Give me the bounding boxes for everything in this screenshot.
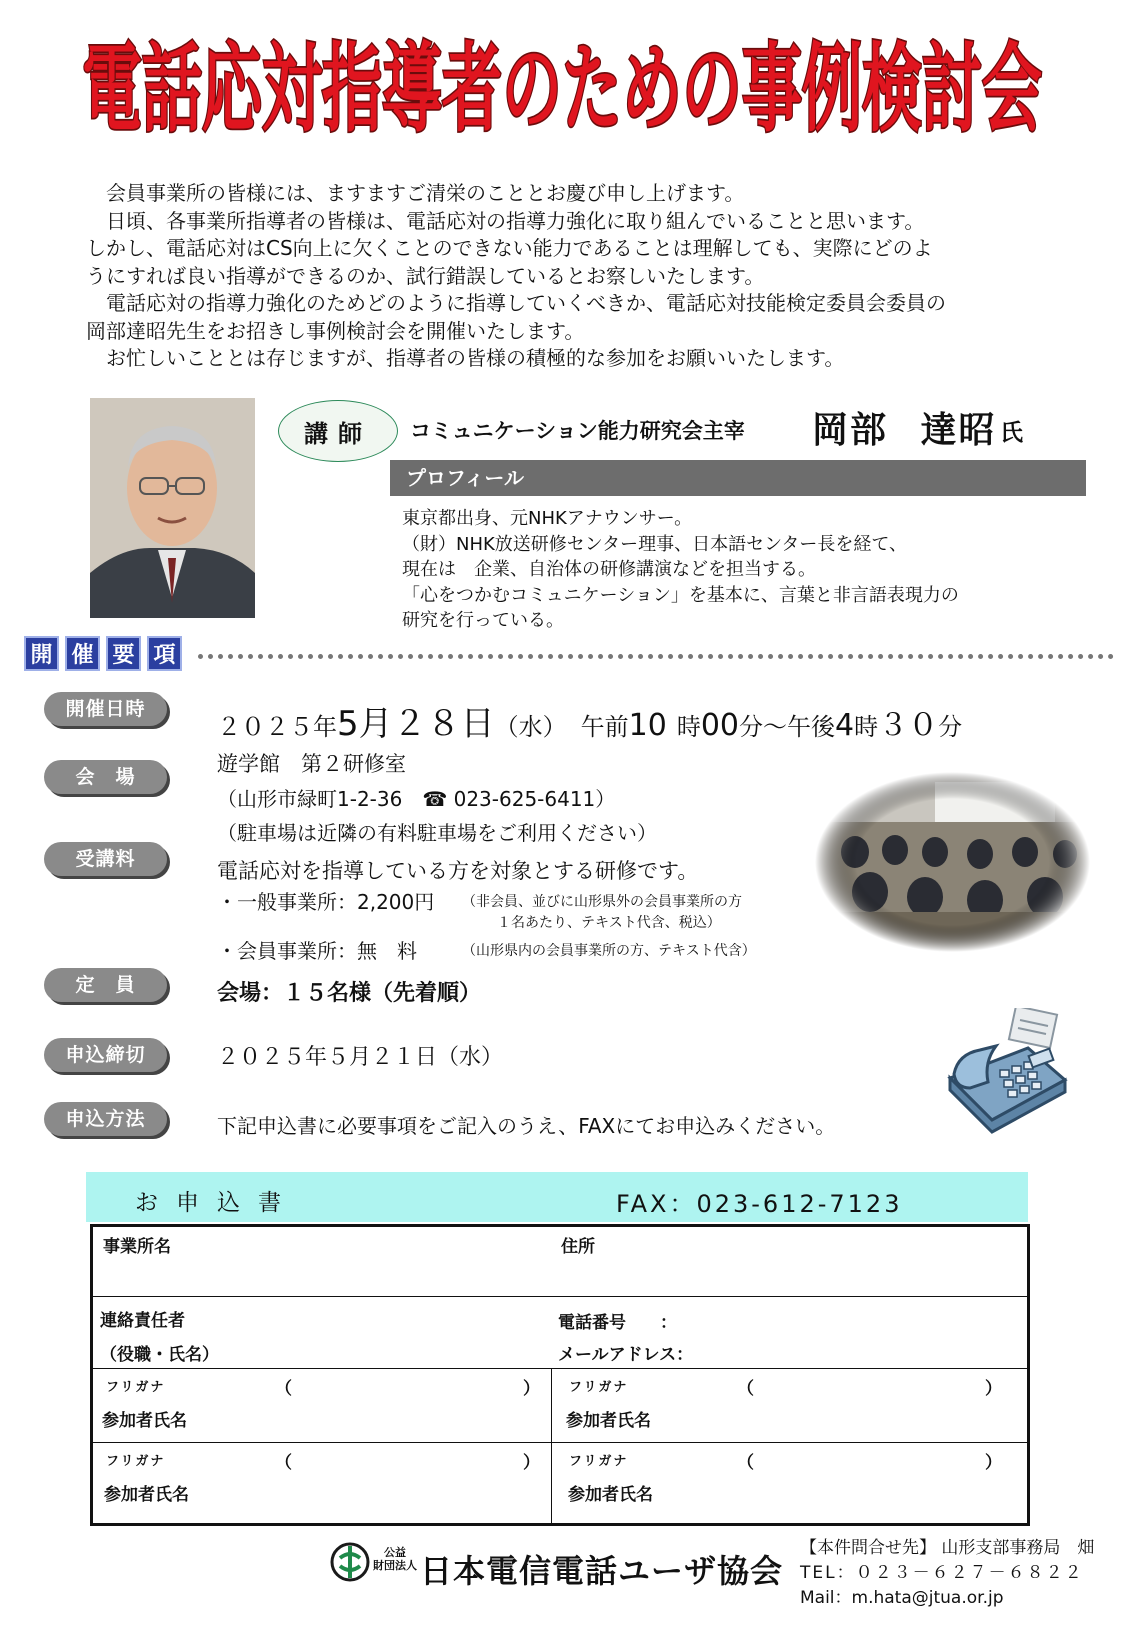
lecturer-name: 岡部 達昭 xyxy=(812,409,997,451)
intro-text xyxy=(86,180,1076,373)
contact-label: 【本件問合せ先】 山形支部事務局 畑 xyxy=(800,1538,1095,1558)
paren-open: （ xyxy=(275,1379,292,1399)
event-title xyxy=(70,22,1055,152)
classroom-photo xyxy=(815,772,1090,952)
paren-close: ） xyxy=(523,1379,540,1399)
fee-general-note: （非会員、並びに山形県外の会員事業所の方 xyxy=(462,894,742,910)
label-method: 申込方法 xyxy=(44,1102,167,1136)
form-divider xyxy=(90,1368,1030,1369)
capacity-value: 会場：１５名様（先着順） xyxy=(217,981,482,1006)
field-phone-label: 電話番号 ： xyxy=(558,1313,677,1333)
profile-line: 「心をつかむコミュニケーション」を基本に、言葉と非言語表現力の xyxy=(402,584,959,606)
form-fax-number: FAX：023-612-7123 xyxy=(616,1190,903,1218)
profile-line: 研究を行っている。 xyxy=(402,610,564,631)
jtua-logo-icon xyxy=(330,1540,370,1584)
intro-line: お忙しいこととは存じますが、指導者の皆様の積極的な参加をお願いいたします。 xyxy=(106,346,845,370)
fax-machine-icon xyxy=(940,1008,1070,1136)
paren-open: （ xyxy=(275,1453,292,1473)
furigana-label: フリガナ xyxy=(106,1380,166,1395)
form-divider xyxy=(551,1368,552,1526)
paren-open: （ xyxy=(737,1453,754,1473)
field-address-label: 住所 xyxy=(561,1237,595,1257)
paren-close: ） xyxy=(985,1453,1002,1473)
time-range-mid: 分～午後 xyxy=(739,713,836,741)
form-title: お申込書 xyxy=(135,1190,299,1216)
lecturer-honorific: 氏 xyxy=(1000,419,1023,446)
section-heading-char: 要 xyxy=(106,636,141,671)
participant-1-field[interactable] xyxy=(200,1400,540,1434)
participant-name-label: 参加者氏名 xyxy=(566,1411,651,1431)
label-date: 開催日時 xyxy=(44,692,167,726)
email-field[interactable] xyxy=(720,1336,1020,1364)
event-title-text: 電話応対指導者のための事例検討会 xyxy=(82,33,1042,145)
profile-text xyxy=(402,506,959,634)
section-heading xyxy=(24,636,188,671)
label-deadline: 申込締切 xyxy=(44,1038,167,1072)
participant-name-label: 参加者氏名 xyxy=(568,1485,653,1505)
time-am: 午前 xyxy=(580,713,629,741)
time-end-minute: ３０ xyxy=(878,708,939,743)
section-heading-char: 項 xyxy=(147,636,182,671)
org-prefix xyxy=(373,1546,417,1572)
field-email-label: メールアドレス： xyxy=(558,1345,694,1365)
contact-info xyxy=(800,1536,1094,1611)
time-start-minute: 00 xyxy=(700,708,740,743)
form-divider xyxy=(90,1442,1030,1443)
participant-3-field[interactable] xyxy=(200,1474,540,1508)
paren-close: ） xyxy=(985,1379,1002,1399)
time-hour-unit: 時 xyxy=(676,713,701,741)
contact-tel: TEL：０２３－６２７－６８２２ xyxy=(800,1563,1084,1583)
dotted-divider xyxy=(198,654,1114,659)
label-venue: 会 場 xyxy=(44,760,167,794)
org-prefix-line: 財団法人 xyxy=(373,1559,417,1572)
furigana-label: フリガナ xyxy=(569,1454,629,1469)
profile-line: （財）NHK放送研修センター理事、日本語センター長を経て、 xyxy=(402,533,908,555)
phone-field[interactable] xyxy=(720,1304,1020,1332)
intro-line: 日頃、各事業所指導者の皆様は、電話応対の指導力強化に取り組んでいることと思います。 xyxy=(106,208,925,233)
contact-mail[interactable]: Mail：m.hata@jtua.or.jp xyxy=(800,1588,1004,1608)
lecturer-photo xyxy=(90,398,255,618)
fee-general: ・一般事業所：2,200円 xyxy=(217,890,435,914)
contact-person-field[interactable] xyxy=(250,1304,540,1364)
label-capacity: 定 員 xyxy=(44,968,167,1002)
venue-address: （山形市緑町1-2-36 ☎ 023-625-6411） xyxy=(217,787,616,811)
profile-line: 東京都出身、元NHKアナウンサー。 xyxy=(402,508,693,529)
time-hour-unit: 時 xyxy=(854,713,879,741)
paren-close: ） xyxy=(523,1453,540,1473)
time-minute-unit: 分 xyxy=(938,713,963,741)
section-heading-char: 催 xyxy=(65,636,100,671)
intro-line: しかし、電話応対はCS向上に欠くことのできない能力であることは理解しても、実際にどのよ xyxy=(86,236,933,260)
office-field[interactable] xyxy=(180,1256,540,1290)
field-contact-label: 連絡責任者 xyxy=(100,1311,185,1331)
fee-member: ・会員事業所：無 料 xyxy=(217,939,417,963)
lecturer-organization: コミュニケーション能力研究会主宰 xyxy=(410,418,745,443)
fee-general-note: １名あたり、テキスト代含、税込） xyxy=(497,915,721,931)
venue-parking: （駐車場は近隣の有料駐車場をご利用ください） xyxy=(217,821,657,845)
field-position-label: （役職・氏名） xyxy=(100,1345,219,1365)
time-end-hour: 4 xyxy=(835,708,855,743)
lecturer-badge xyxy=(278,400,398,462)
fee-description: 電話応対を指導している方を対象とする研修です。 xyxy=(217,859,699,883)
date-weekday: （水） xyxy=(494,713,567,741)
lecturer-badge-text: 講師 xyxy=(304,418,372,448)
date-year: ２０２５年 xyxy=(217,713,337,741)
label-fee: 受講料 xyxy=(44,842,167,876)
org-prefix-line: 公益 xyxy=(384,1546,406,1559)
participant-name-label: 参加者氏名 xyxy=(102,1411,187,1431)
profile-line: 現在は 企業、自治体の研修講演などを担当する。 xyxy=(402,559,816,580)
furigana-label: フリガナ xyxy=(569,1380,629,1395)
time-start-hour: 10 xyxy=(628,708,667,743)
paren-open: （ xyxy=(737,1379,754,1399)
form-divider xyxy=(90,1296,1030,1297)
participant-name-label: 参加者氏名 xyxy=(104,1485,189,1505)
intro-line: 電話応対の指導力強化のためどのように指導していくべきか、電話応対技能検定委員会委員の xyxy=(106,291,946,315)
section-heading-char: 開 xyxy=(24,636,59,671)
venue-name: 遊学館 第２研修室 xyxy=(217,752,406,776)
profile-heading: プロフィール xyxy=(390,460,1086,496)
furigana-label: フリガナ xyxy=(106,1454,166,1469)
address-field[interactable] xyxy=(620,1256,1020,1290)
field-office-label: 事業所名 xyxy=(103,1237,171,1257)
intro-line: うにすれば良い指導ができるのか、試行錯誤しているとお察しいたします。 xyxy=(86,263,765,288)
intro-line: 岡部達昭先生をお招きし事例検討会を開催いたします。 xyxy=(86,318,585,343)
fee-member-note: （山形県内の会員事業所の方、テキスト代含） xyxy=(462,943,756,959)
participant-2-field[interactable] xyxy=(670,1400,1010,1434)
intro-line: 会員事業所の皆様には、ますますご清栄のこととお慶び申し上げます。 xyxy=(106,181,745,205)
event-date xyxy=(217,696,962,745)
method-value: 下記申込書に必要事項をご記入のうえ、FAXにてお申込みください。 xyxy=(217,1114,836,1138)
date-month-day: 5月２８日 xyxy=(337,704,495,744)
deadline-value: ２０２５年５月２１日（水） xyxy=(217,1045,504,1070)
participant-4-field[interactable] xyxy=(670,1474,1010,1508)
organization-name: 日本電信電話ユーザ協会 xyxy=(420,1552,784,1590)
